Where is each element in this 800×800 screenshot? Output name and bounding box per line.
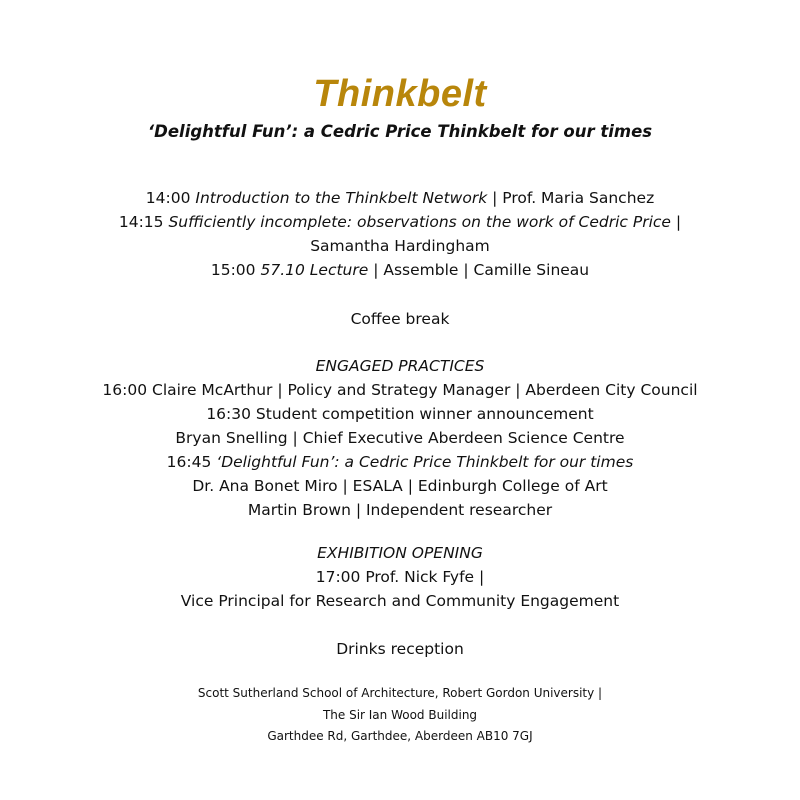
coffee-break <box>0 307 800 331</box>
session-time: 14:15 <box>118 213 164 231</box>
schedule-part-one <box>0 186 800 282</box>
engaged-practices-section <box>0 354 800 522</box>
session-title: Sufficiently incomplete: observations on the work of Cedric Price <box>168 213 671 231</box>
drinks-reception-label: Drinks reception <box>336 640 464 658</box>
session-introduction <box>0 186 800 210</box>
session-title: ‘Delightful Fun’: a Cedric Price Thinkbelt for our times <box>216 453 634 471</box>
session-time: 14:00 <box>145 189 191 207</box>
session-time: 15:00 <box>210 261 256 279</box>
venue-address <box>0 683 800 748</box>
drinks-reception <box>0 637 800 661</box>
session-speaker-line: Samantha Hardingham <box>310 237 490 255</box>
session-line: 16:30 Student competition winner announcement <box>206 405 594 423</box>
session-lecture <box>0 258 800 282</box>
section-heading: EXHIBITION OPENING <box>317 544 483 562</box>
session-line: Martin Brown | Independent researcher <box>247 501 553 519</box>
coffee-break-label: Coffee break <box>350 310 450 328</box>
page-subtitle: ‘Delightful Fun’: a Cedric Price Thinkbelt for our times <box>147 122 653 141</box>
session-title: Introduction to the Thinkbelt Network <box>195 189 488 207</box>
session-line: Vice Principal for Research and Community Engagement <box>180 592 620 610</box>
address-line: Scott Sutherland School of Architecture, Robert Gordon University | <box>197 686 603 700</box>
session-speaker: | Prof. Maria Sanchez <box>492 189 655 207</box>
session-line: Dr. Ana Bonet Miro | ESALA | Edinburgh College of Art <box>192 477 608 495</box>
session-line <box>0 450 800 474</box>
session-time: 16:45 <box>166 453 212 471</box>
session-line: 17:00 Prof. Nick Fyfe | <box>315 568 485 586</box>
address-line: Garthdee Rd, Garthdee, Aberdeen AB10 7GJ <box>267 729 533 743</box>
session-speaker: | Assemble | Camille Sineau <box>368 261 590 279</box>
session-line: Bryan Snelling | Chief Executive Aberdeen Science Centre <box>175 429 625 447</box>
session-sufficiently-incomplete <box>0 210 800 234</box>
session-line: 16:00 Claire McArthur | Policy and Strategy Manager | Aberdeen City Council <box>102 381 698 399</box>
session-title: 57.10 Lecture <box>260 261 369 279</box>
session-separator: | <box>670 213 682 231</box>
section-heading: ENGAGED PRACTICES <box>315 357 485 375</box>
address-line: The Sir Ian Wood Building <box>322 707 478 722</box>
page-title: Thinkbelt <box>313 73 487 115</box>
exhibition-opening-section <box>0 541 800 613</box>
